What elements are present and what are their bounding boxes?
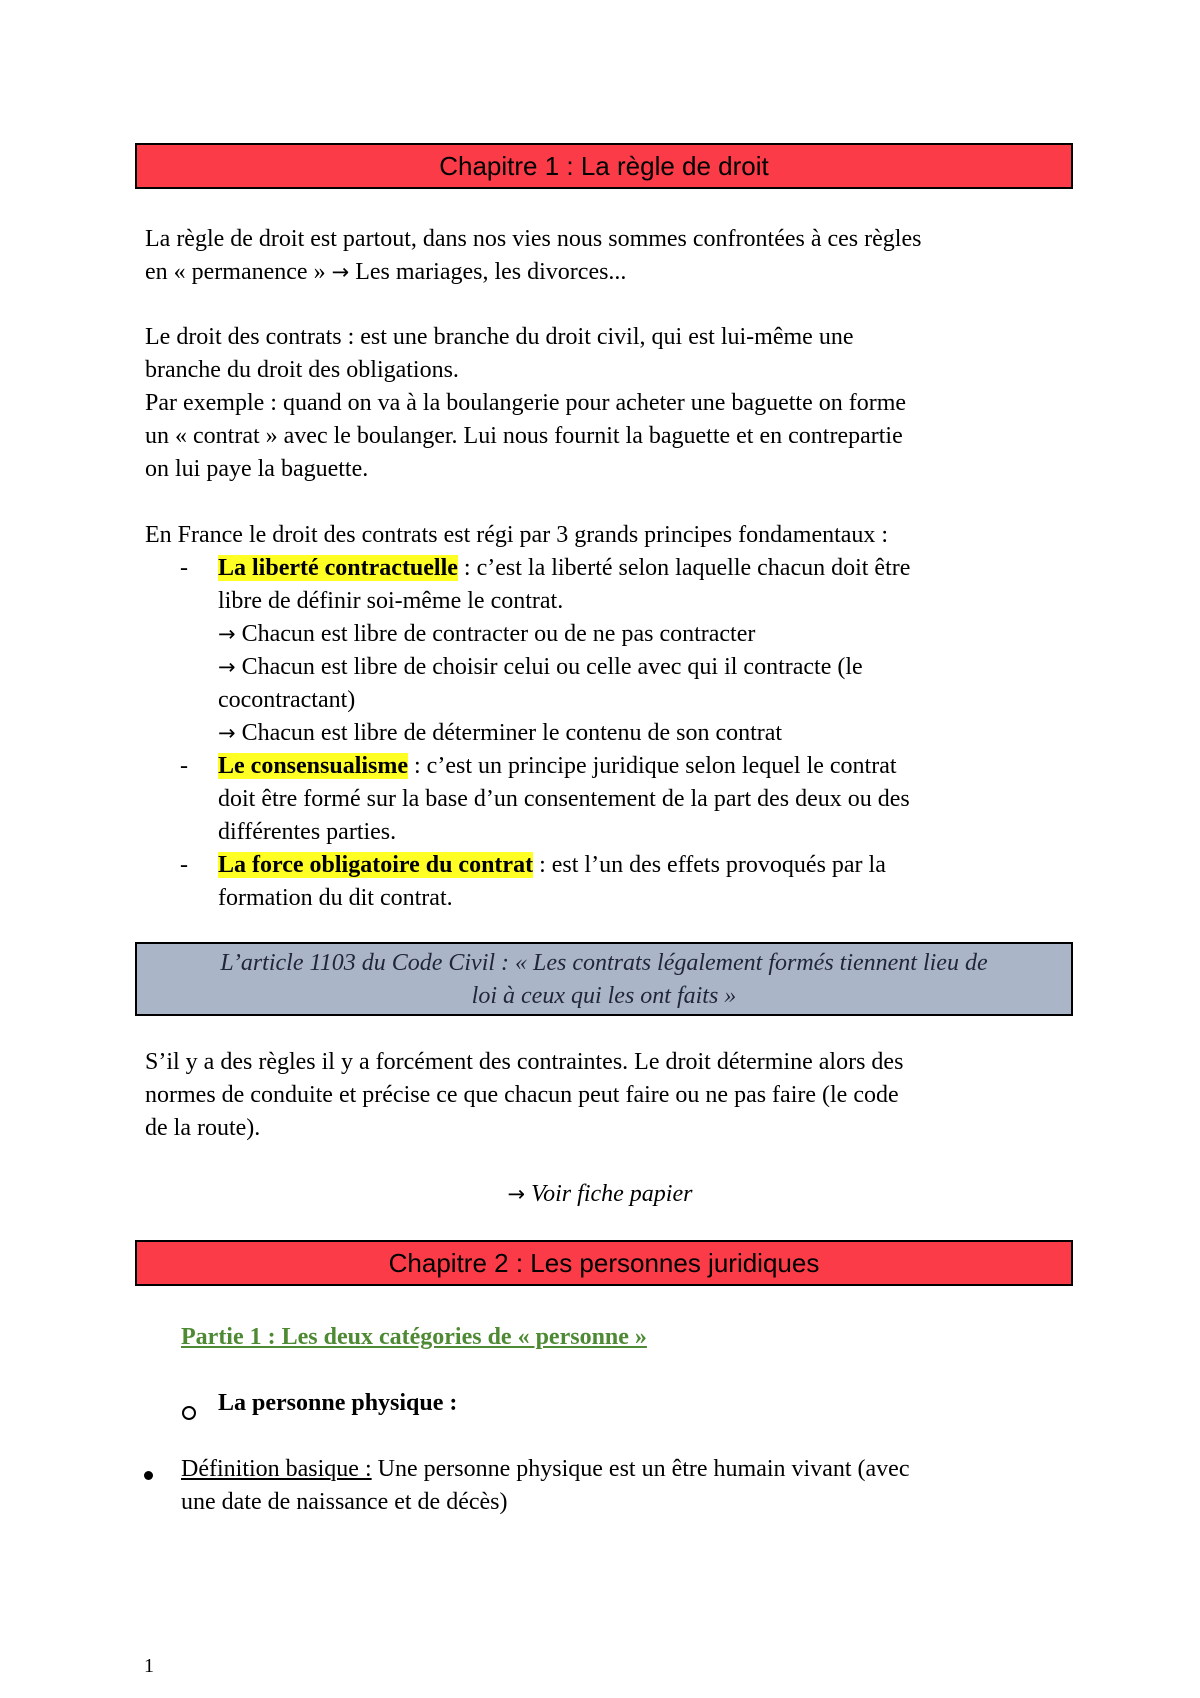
bullet-icon: [144, 1471, 153, 1480]
example-line-3: on lui paye la baguette.: [145, 456, 369, 482]
page-number: 1: [144, 1655, 154, 1677]
list-dash: -: [180, 753, 188, 779]
principle-1-text: : c’est la liberté selon laquelle chacun doit être: [457, 555, 911, 581]
intro-examples: Les mariages, les divorces...: [349, 259, 627, 285]
arrow-item-text: Chacun est libre de déterminer le contenu de son contrat: [235, 720, 783, 746]
intro-line-1: La règle de droit est partout, dans nos vies nous sommes confrontées à ces règles: [145, 226, 922, 252]
arrow-right-icon: →: [218, 622, 236, 646]
principle-1-arrow-2-cont: cocontractant): [218, 687, 356, 713]
article-quote-box: [135, 942, 1073, 1016]
rules-line-2: normes de conduite et précise ce que chacun peut faire ou ne pas faire (le code: [145, 1082, 899, 1108]
example-line-1: Par exemple : quand on va à la boulangerie pour acheter une baguette on forme: [145, 390, 907, 416]
quote-line-2: loi à ceux qui les ont faits »: [471, 983, 737, 1009]
rules-line-3: de la route).: [145, 1115, 261, 1141]
intro-text: en « permanence »: [145, 259, 332, 285]
principle-2-line-2: doit être formé sur la base d’un consentement de la part des deux ou des: [218, 786, 910, 812]
contracts-line-2: branche du droit des obligations.: [145, 357, 459, 383]
physical-person-heading: La personne physique :: [218, 1390, 458, 1416]
principle-1: [218, 552, 1068, 585]
principle-1-arrow-3: [218, 717, 1068, 750]
principle-1-arrow-2: [218, 651, 1068, 684]
arrow-right-icon: →: [331, 260, 350, 284]
part-1-heading: Partie 1 : Les deux catégories de « personne »: [181, 1324, 647, 1350]
arrow-right-icon: →: [507, 1182, 526, 1206]
principle-2-line-3: différentes parties.: [218, 819, 397, 845]
principle-3-line-2: formation du dit contrat.: [218, 885, 453, 911]
principle-3-term: La force obligatoire du contrat: [218, 852, 534, 878]
principle-2-text: : c’est un principe juridique selon lequel le contrat: [408, 753, 897, 779]
definition-text: Une personne physique est un être humain vivant (avec: [371, 1456, 910, 1482]
arrow-item-text: Chacun est libre de contracter ou de ne pas contracter: [235, 621, 756, 647]
principle-1-arrow-1: [218, 618, 1068, 651]
principle-3-text: : est l’un des effets provoqués par la: [533, 852, 886, 878]
definition-label: Définition basique :: [181, 1456, 372, 1482]
list-dash: -: [180, 555, 188, 581]
example-line-2: un « contrat » avec le boulanger. Lui nous fournit la baguette et en contrepartie: [145, 423, 903, 449]
arrow-right-icon: →: [218, 721, 236, 745]
see-paper-note: [0, 1178, 1200, 1211]
contracts-line-1: Le droit des contrats : est une branche du droit civil, qui est lui-même une: [145, 324, 854, 350]
principle-2-term: Le consensualisme: [218, 753, 409, 779]
rules-line-1: S’il y a des règles il y a forcément des contraintes. Le droit détermine alors des: [145, 1049, 904, 1075]
definition-line-1: [181, 1453, 909, 1486]
definition-line-2: une date de naissance et de décès): [181, 1489, 508, 1515]
intro-line-2: [145, 256, 626, 289]
circle-bullet-icon: [182, 1406, 196, 1420]
chapter-1-title: Chapitre 1 : La règle de droit: [439, 151, 769, 181]
arrow-item-text: Chacun est libre de choisir celui ou celle avec qui il contracte (le: [235, 654, 863, 680]
quote-line-1: L’article 1103 du Code Civil : « Les contrats légalement formés tiennent lieu de: [220, 950, 988, 976]
arrow-right-icon: →: [218, 655, 236, 679]
principle-3: [218, 849, 1068, 882]
principle-1-term: La liberté contractuelle: [218, 555, 458, 581]
principles-intro: En France le droit des contrats est régi par 3 grands principes fondamentaux :: [145, 522, 889, 548]
chapter-2-title: Chapitre 2 : Les personnes juridiques: [388, 1248, 820, 1278]
chapter-2-banner: [135, 1240, 1073, 1286]
chapter-1-banner: [135, 143, 1073, 189]
principle-1-line-2: libre de définir soi-même le contrat.: [218, 588, 564, 614]
list-dash: -: [180, 852, 188, 878]
see-paper-text: Voir fiche papier: [525, 1181, 693, 1207]
principle-2: [218, 750, 1068, 783]
